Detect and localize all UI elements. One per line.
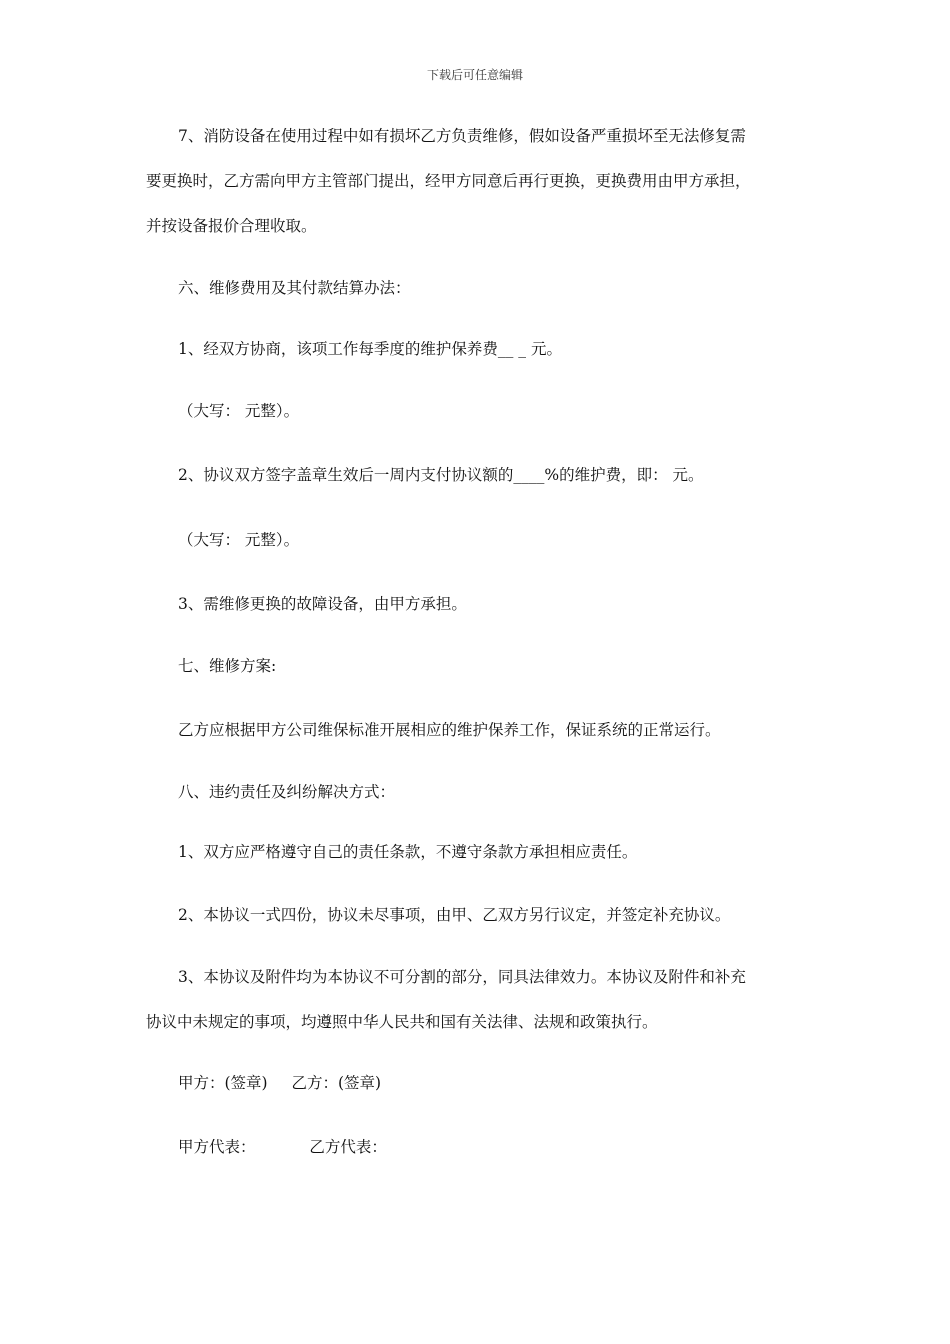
- section6-title: 六、维修费用及其付款结算办法：: [178, 279, 411, 297]
- party-b-seal: 乙方：(签章): [291, 1074, 382, 1092]
- section7-title: 七、维修方案:: [178, 657, 277, 675]
- party-b-representative: 乙方代表：: [309, 1138, 387, 1156]
- item7-line-2: 要更换时，乙方需向甲方主管部门提出，经甲方同意后再行更换，更换费用由甲方承担，: [146, 172, 751, 190]
- section7-text: 乙方应根据甲方公司维保标准开展相应的维护保养工作，保证系统的正常运行。: [178, 721, 721, 739]
- party-a-representative: 甲方代表：: [178, 1138, 256, 1156]
- item7-line-3: 并按设备报价合理收取。: [146, 217, 317, 235]
- section6-item1: 1、经双方协商，该项工作每季度的维护保养费__ _ 元。: [178, 340, 562, 358]
- section8-item3-line-1: 3、本协议及附件均为本协议不可分割的部分，同具法律效力。本协议及附件和补充: [178, 968, 746, 986]
- section8-title: 八、违约责任及纠纷解决方式：: [178, 783, 396, 801]
- item7-line-1: 7、消防设备在使用过程中如有损坏乙方负责维修，假如设备严重损坏至无法修复需: [178, 127, 746, 145]
- section8-item1: 1、双方应严格遵守自己的责任条款，不遵守条款方承担相应责任。: [178, 843, 638, 861]
- section6-item3: 3、需维修更换的故障设备，由甲方承担。: [178, 595, 467, 613]
- section6-item2-capitals: （大写： 元整）。: [178, 531, 300, 549]
- party-a-seal: 甲方：(签章): [178, 1074, 268, 1092]
- section8-item2: 2、本协议一式四份，协议未尽事项，由甲、乙双方另行议定，并签定补充协议。: [178, 906, 731, 924]
- section6-item1-capitals: （大写： 元整）。: [178, 402, 300, 420]
- section8-item3-line-2: 协议中未规定的事项，均遵照中华人民共和国有关法律、法规和政策执行。: [146, 1013, 658, 1031]
- header-note: 下载后可任意编辑: [426, 68, 523, 82]
- signature-rep-row: [178, 1137, 387, 1157]
- signature-seal-row: [178, 1073, 381, 1093]
- section6-item2: 2、协议双方签字盖章生效后一周内支付协议额的____%的维护费，即： 元。: [178, 466, 704, 484]
